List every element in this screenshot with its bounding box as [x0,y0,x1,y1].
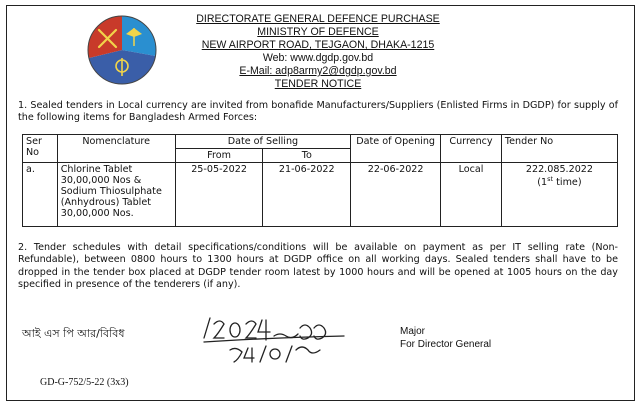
notice-title: TENDER NOTICE [274,78,362,90]
email-link[interactable]: E-Mail: adp8army2@dgdp.gov.bd [239,65,397,77]
org-name: DIRECTORATE GENERAL DEFENCE PURCHASE [196,13,440,25]
cell-ser: a. [23,163,58,227]
tender-time: (1st time) [537,175,582,189]
col-from: From [175,149,263,163]
tender-number: 222.085.2022 [525,164,594,175]
para-schedule-info: 2. Tender schedules with detail specifications/conditions will be available on payment as per IT selling rate (Non-Refundable), between 0800 hours to 1300 hours at DGDP office on all working days. Sealed tenders shall have to be dropped in the tender box placed at DGDP tender room latest by 1000 hours and will be opened at 1005 hours on the day specified in presence of the tenderers (if any). [18,242,618,291]
cell-nomenclature: Chlorine Tablet 30,00,000 Nos & Sodium Thiosulphate (Anhydrous) Tablet 30,00,000 Nos. [57,163,175,227]
address: NEW AIRPORT ROAD, TEJGAON, DHAKA-1215 [201,39,435,51]
signatory-title: For Director General [400,339,492,350]
tender-time-num: 1 [541,177,548,189]
col-tender-no: Tender No [501,135,617,163]
col-ser-no: Ser No [23,135,58,163]
col-date-of-opening: Date of Opening [351,135,441,163]
table-row [23,163,618,227]
tender-time-word: time [556,177,578,189]
cell-from: 25-05-2022 [175,163,263,227]
col-nomenclature: Nomenclature [57,135,175,163]
cell-currency: Local [441,163,502,227]
col-date-of-selling: Date of Selling [175,135,350,149]
handwritten-signature-date [200,316,350,366]
col-currency: Currency [441,135,502,163]
cell-tender-no [501,163,617,227]
bangla-reference: আই এস পি আর/বিবিধ [22,327,125,340]
web-link[interactable]: Web: www.dgdp.gov.bd [262,52,374,64]
signatory-rank: Major [400,326,426,337]
ministry-name: MINISTRY OF DEFENCE [257,26,379,38]
defence-emblem-logo [86,14,158,86]
para-invitation: 1. Sealed tenders in Local currency are invited from bonafide Manufacturers/Suppliers (Enlisted Firms in DGDP) for supply of the following items for Bangladesh Armed Forces: [18,100,618,124]
table-header-row [23,135,618,149]
tender-time-sup: st [547,175,554,183]
col-to: To [263,149,351,163]
cell-to: 21-06-2022 [263,163,351,227]
reference-code: GD-G-752/5-22 (3x3) [40,377,129,388]
tender-table [22,134,618,227]
cell-opening: 22-06-2022 [351,163,441,227]
